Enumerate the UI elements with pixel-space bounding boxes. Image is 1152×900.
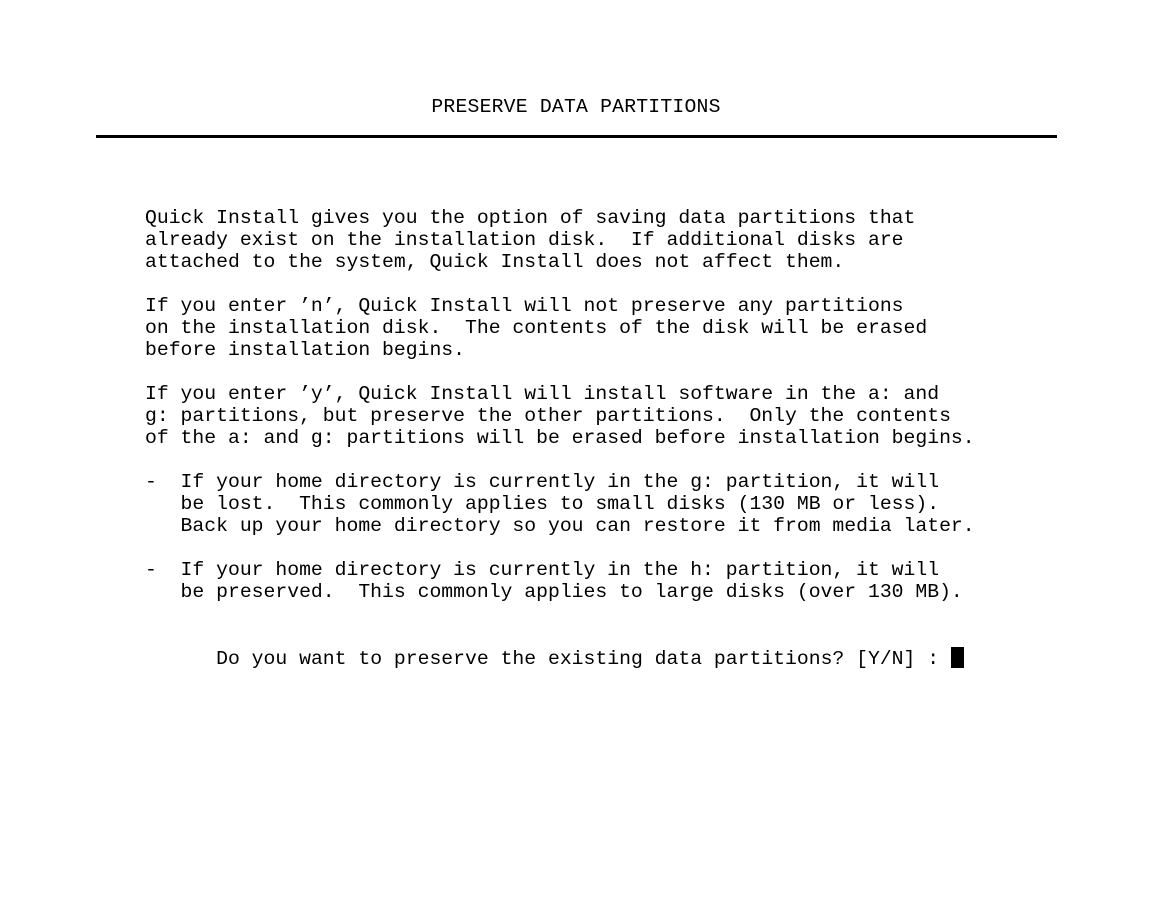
text-line: Quick Install gives you the option of saving data partitions that [145, 207, 916, 229]
bullet-line: be lost. This commonly applies to small disks (130 MB or less). [145, 493, 940, 515]
text-line: before installation begins. [145, 339, 466, 361]
blank-line [145, 361, 975, 383]
text-line: If you enter ’y’, Quick Install will install software in the a: and [145, 383, 940, 405]
blank-line [145, 537, 975, 559]
bullet-line: Back up your home directory so you can restore it from media later. [145, 515, 975, 537]
text-cursor[interactable] [951, 647, 964, 668]
text-line: If you enter ’n’, Quick Install will not preserve any partitions [145, 295, 904, 317]
bullet-line: - If your home directory is currently in the h: partition, it will [145, 559, 940, 581]
text-line: g: partitions, but preserve the other partitions. Only the contents [145, 405, 951, 427]
bullet-line: be preserved. This commonly applies to large disks (over 130 MB). [145, 581, 963, 603]
text-line: of the a: and g: partitions will be erased before installation begins. [145, 427, 975, 449]
text-line: already exist on the installation disk. If additional disks are [145, 229, 904, 251]
bullet-line: - If your home directory is currently in the g: partition, it will [145, 471, 940, 493]
text-line: attached to the system, Quick Install does not affect them. [145, 251, 845, 273]
title-divider [96, 135, 1057, 138]
blank-line [145, 273, 975, 295]
page-title: PRESERVE DATA PARTITIONS [431, 96, 721, 118]
prompt-line[interactable] [145, 625, 975, 670]
blank-line [145, 603, 975, 625]
prompt-text: Do you want to preserve the existing data partitions? [Y/N] : [216, 648, 951, 670]
text-line: on the installation disk. The contents of the disk will be erased [145, 317, 928, 339]
body-text [145, 207, 975, 670]
blank-line [145, 449, 975, 471]
